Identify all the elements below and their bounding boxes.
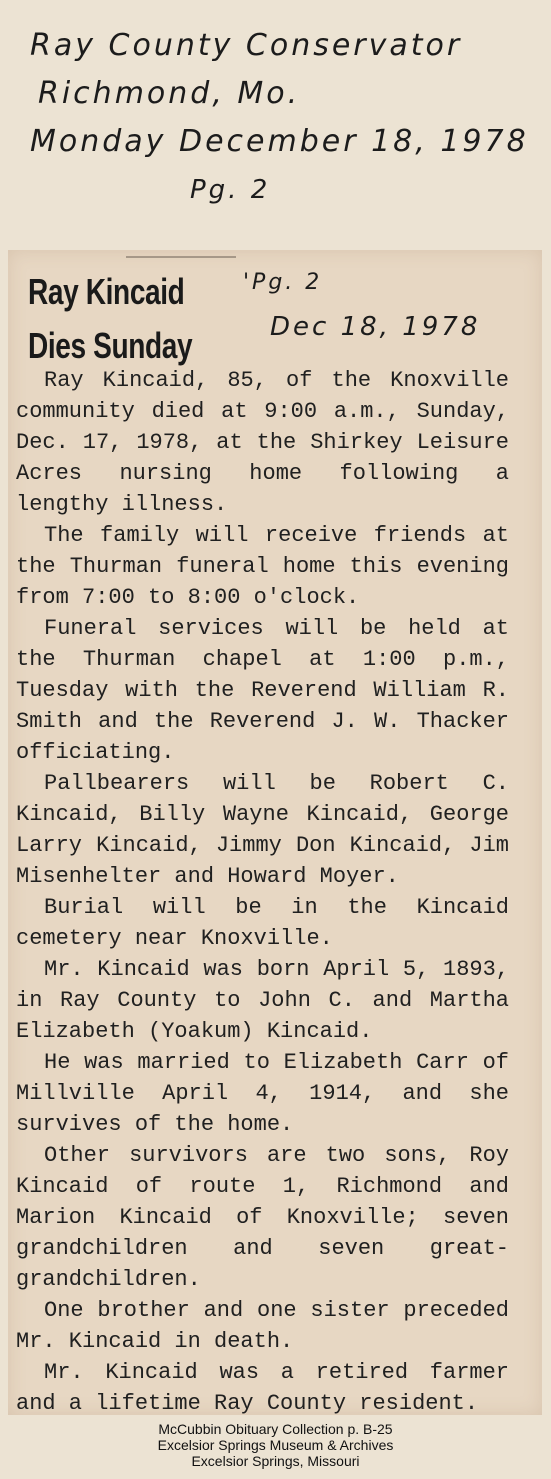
handwritten-page: Pg. 2 <box>190 175 271 205</box>
handwritten-location: Richmond, Mo. <box>38 76 301 111</box>
paragraph: Mr. Kincaid was born April 5, 1893, in Ray County to John C. and Martha Elizabeth (Yoakum) Kincaid. <box>16 957 509 1044</box>
caption-location: Excelsior Springs, Missouri <box>191 1453 360 1469</box>
paragraph: Other survivors are two sons, Roy Kincaid of route 1, Richmond and Marion Kincaid of Knoxville; seven grandchildren and seven great-grandchildren. <box>16 1143 509 1292</box>
obituary-body <box>16 365 509 1419</box>
handwritten-date-annotation: Dec 18, 1978 <box>270 312 481 342</box>
paragraph: Ray Kincaid, 85, of the Knoxville community died at 9:00 a.m., Sunday, Dec. 17, 1978, at the Shirkey Leisure Acres nursing home following a lengthy illness. <box>16 368 509 517</box>
paragraph: He was married to Elizabeth Carr of Millville April 4, 1914, and she survives of the home. <box>16 1050 509 1137</box>
clipping-top-rule <box>126 256 236 258</box>
paragraph: Burial will be in the Kincaid cemetery near Knoxville. <box>16 895 509 951</box>
handwritten-newspaper-name: Ray County Conservator <box>30 28 463 63</box>
headline-line-1: Ray Kincaid <box>28 271 185 312</box>
paragraph: Funeral services will be held at the Thurman chapel at 1:00 p.m., Tuesday with the Reverend William R. Smith and the Reverend J. W. Thacker officiating. <box>16 616 509 765</box>
caption-collection: McCubbin Obituary Collection p. B-25 <box>158 1421 393 1437</box>
collection-caption <box>0 1421 551 1469</box>
paragraph: The family will receive friends at the Thurman funeral home this evening from 7:00 to 8:00 o'clock. <box>16 523 509 610</box>
handwritten-date: Monday December 18, 1978 <box>30 124 529 159</box>
handwritten-source-note <box>30 22 540 214</box>
paragraph: Pallbearers will be Robert C. Kincaid, Billy Wayne Kincaid, George Larry Kincaid, Jimmy Don Kincaid, Jim Misenhelter and Howard Moyer. <box>16 771 509 889</box>
headline-line-2: Dies Sunday <box>28 325 193 366</box>
paragraph: Mr. Kincaid was a retired farmer and a lifetime Ray County resident. <box>16 1360 509 1416</box>
obituary-headline <box>28 265 192 373</box>
handwritten-page-annotation: 'Pg. 2 <box>243 270 323 295</box>
caption-museum: Excelsior Springs Museum & Archives <box>157 1437 394 1453</box>
paragraph: One brother and one sister preceded Mr. Kincaid in death. <box>16 1298 509 1354</box>
newspaper-clipping <box>8 250 542 1415</box>
